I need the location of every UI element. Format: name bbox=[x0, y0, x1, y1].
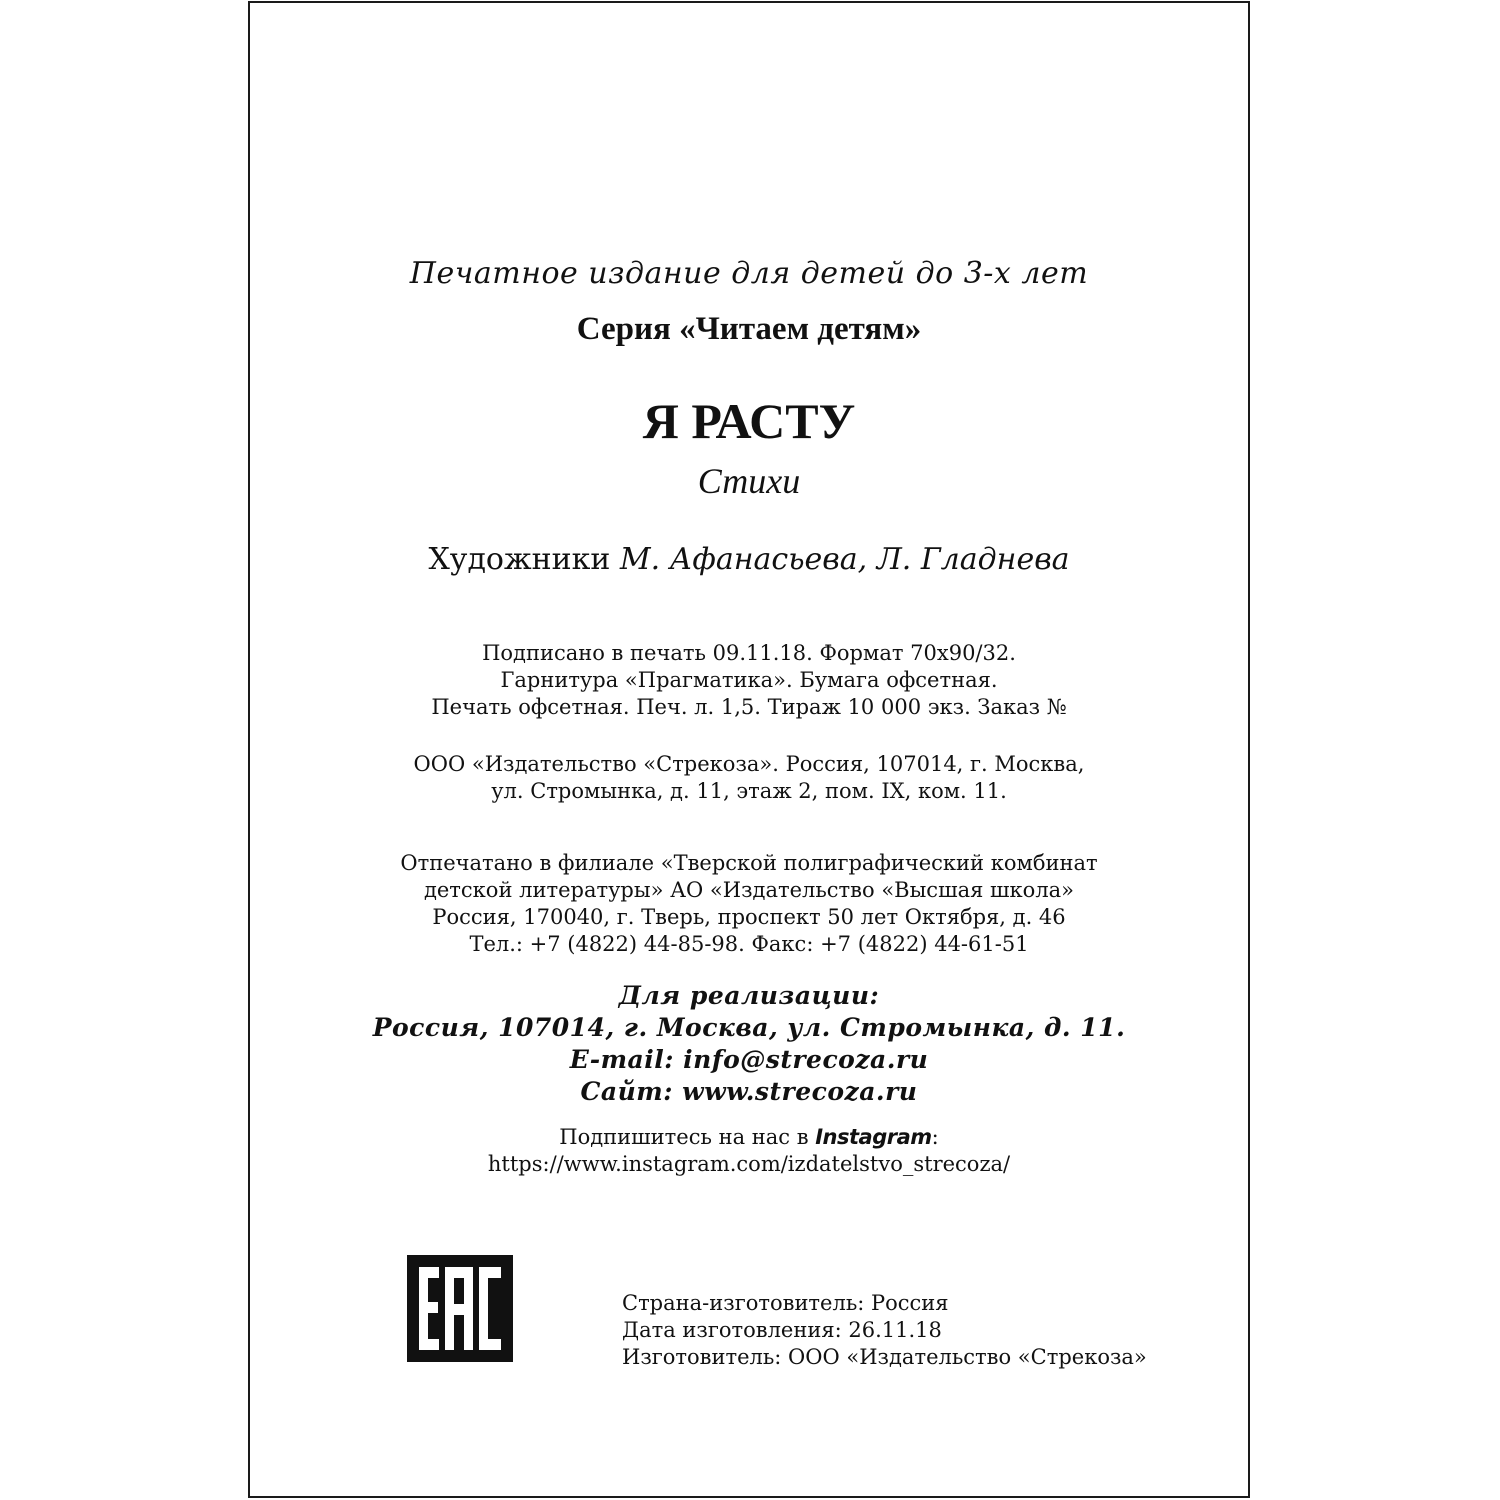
sales-contact-block bbox=[248, 980, 1250, 1108]
manufacturer-country: Страна-изготовитель: Россия bbox=[622, 1291, 949, 1315]
manufacturer-name: Изготовитель: ООО «Издательство «Стрекоза» bbox=[622, 1345, 1147, 1369]
printer-line: Россия, 170040, г. Тверь, проспект 50 лет Октября, д. 46 bbox=[432, 905, 1066, 929]
sales-heading: Для реализации: bbox=[618, 981, 880, 1010]
page-border bbox=[248, 1, 1250, 1498]
instagram-url: https://www.instagram.com/izdatelstvo_strecoza/ bbox=[487, 1152, 1011, 1176]
manufacturer-block bbox=[622, 1290, 1147, 1371]
manufacture-date: Дата изготовления: 26.11.18 bbox=[622, 1318, 942, 1342]
artists-credit bbox=[248, 542, 1250, 577]
series-title: Серия «Читаем детям» bbox=[576, 311, 922, 347]
book-title: Я РАСТУ bbox=[642, 393, 856, 449]
artists-names: М. Афанасьева, Л. Гладнева bbox=[619, 542, 1070, 577]
printer-line: Тел.: +7 (4822) 44-85-98. Факс: +7 (4822) 44-61-51 bbox=[469, 932, 1029, 956]
sales-address: Россия, 107014, г. Москва, ул. Стромынка, д. 11. bbox=[372, 1013, 1126, 1042]
print-info-block bbox=[248, 640, 1250, 721]
sales-website: Сайт: www.strecoza.ru bbox=[580, 1077, 918, 1106]
instagram-colon: : bbox=[931, 1125, 939, 1149]
print-info-line: Гарнитура «Прагматика». Бумага офсетная. bbox=[500, 668, 998, 692]
instagram-block bbox=[248, 1124, 1250, 1178]
sales-email: E-mail: info@strecoza.ru bbox=[569, 1045, 929, 1074]
print-info-line: Печать офсетная. Печ. л. 1,5. Тираж 10 000 экз. Заказ № bbox=[431, 695, 1067, 719]
instagram-prefix: Подпишитесь на нас в bbox=[559, 1125, 816, 1149]
artists-label: Художники bbox=[428, 542, 611, 577]
instagram-invite bbox=[248, 1124, 1250, 1151]
instagram-logo-text: Instagram bbox=[815, 1125, 932, 1149]
printer-block bbox=[248, 850, 1250, 958]
publisher-line: ООО «Издательство «Стрекоза». Россия, 107014, г. Москва, bbox=[413, 752, 1085, 776]
publisher-block bbox=[248, 751, 1250, 805]
genre-subtitle: Стихи bbox=[697, 461, 801, 501]
eac-conformity-mark-icon bbox=[407, 1255, 513, 1362]
audience-note: Печатное издание для детей до 3-х лет bbox=[409, 256, 1089, 291]
print-info-line: Подписано в печать 09.11.18. Формат 70x90/32. bbox=[482, 641, 1016, 665]
printer-line: детской литературы» АО «Издательство «Высшая школа» bbox=[423, 878, 1075, 902]
publisher-line: ул. Стромынка, д. 11, этаж 2, пом. IX, ком. 11. bbox=[491, 779, 1007, 803]
printer-line: Отпечатано в филиале «Тверской полиграфический комбинат bbox=[400, 851, 1098, 875]
